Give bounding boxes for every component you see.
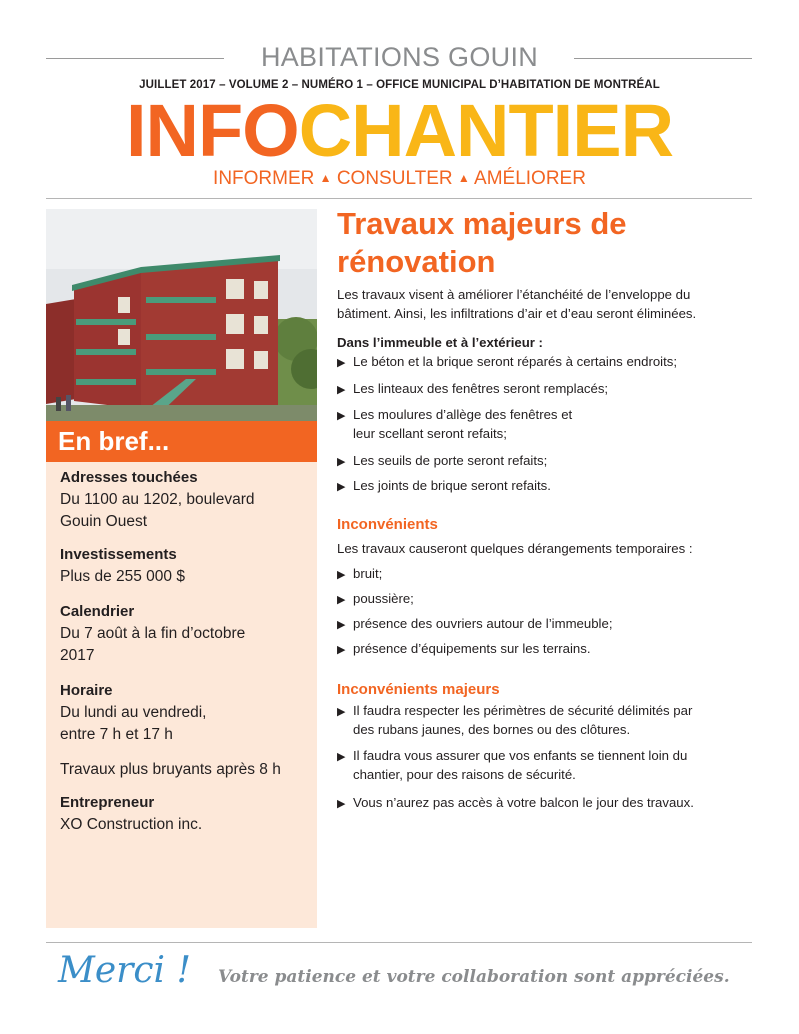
major-item: ▶ Il faudra vous assurer que vos enfants se tiennent loin du chantier, pour des raisons de sécurité.	[337, 748, 688, 782]
triangle-bullet-icon: ▶	[337, 357, 346, 369]
tagline-word: AMÉLIORER	[474, 168, 586, 189]
article-title	[337, 205, 777, 281]
scope-item: ▶ Les linteaux des fenêtres seront remplacés;	[337, 379, 608, 400]
inconvenient-item: ▶ présence d’équipements sur les terrains.	[337, 639, 591, 660]
schedule-note: Travaux plus bruyants après 8 h	[60, 761, 281, 778]
inconvenients-intro: Les travaux causeront quelques dérangements temporaires :	[337, 541, 693, 556]
triangle-bullet-icon: ▶	[337, 481, 346, 493]
newsletter-title: HABITATIONS GOUIN	[260, 42, 539, 72]
scope-heading: Dans l’immeuble et à l’extérieur :	[337, 335, 543, 350]
tagline-word: CONSULTER	[336, 168, 453, 189]
en-bref-title: En bref...	[58, 426, 170, 456]
scope-item: ▶ Les seuils de porte seront refaits;	[337, 451, 547, 472]
schedule-line: entre 7 h et 17 h	[60, 726, 173, 743]
triangle-bullet-icon: ▶	[337, 456, 346, 468]
header-bottom-rule	[46, 198, 752, 199]
thank-you-message: Votre patience et votre collaboration sont appréciées.	[218, 967, 730, 987]
triangle-icon: ▲	[319, 171, 332, 185]
triangle-bullet-icon: ▶	[337, 644, 346, 656]
inconvenient-item: ▶ présence des ouvriers autour de l’immeuble;	[337, 614, 613, 635]
major-item: ▶ Il faudra respecter les périmètres de sécurité délimités par des rubans jaunes, des bornes ou des clôtures.	[337, 703, 693, 737]
triangle-bullet-icon: ▶	[337, 569, 346, 581]
triangle-icon: ▲	[457, 171, 470, 185]
inconvenient-item: ▶ poussière;	[337, 589, 414, 610]
addresses-label: Adresses touchées	[60, 469, 198, 486]
triangle-bullet-icon: ▶	[337, 384, 346, 396]
calendar-label: Calendrier	[60, 603, 135, 620]
triangle-bullet-icon: ▶	[337, 619, 346, 631]
triangle-bullet-icon: ▶	[337, 594, 346, 606]
logo-chantier: CHANTIER	[298, 89, 674, 172]
major-inconvenients-heading: Inconvénients majeurs	[337, 681, 500, 698]
schedule-line: Du lundi au vendredi,	[60, 704, 207, 721]
article-title-line: rénovation	[337, 244, 496, 279]
infochantier-logo	[0, 89, 799, 172]
scope-item: ▶ Les moulures d’allège des fenêtres et leur scellant seront refaits;	[337, 407, 573, 441]
contractor-label: Entrepreneur	[60, 794, 155, 811]
article-title-line: Travaux majeurs de	[337, 206, 627, 241]
calendar-line: 2017	[60, 647, 95, 664]
schedule-label: Horaire	[60, 682, 113, 699]
triangle-bullet-icon: ▶	[337, 751, 346, 763]
logo-info: INFO	[125, 89, 299, 172]
intro-line: Les travaux visent à améliorer l’étanchéité de l’enveloppe du	[337, 287, 691, 302]
scope-item: ▶ Les joints de brique seront refaits.	[337, 476, 551, 497]
calendar-line: Du 7 août à la fin d’octobre	[60, 625, 246, 642]
triangle-bullet-icon: ▶	[337, 410, 346, 422]
issue-line: JUILLET 2017 – VOLUME 2 – NUMÉRO 1 – OFFICE MUNICIPAL D’HABITATION DE MONTRÉAL	[139, 79, 660, 91]
building-photo	[46, 209, 317, 421]
triangle-bullet-icon: ▶	[337, 798, 346, 810]
tagline-word: INFORMER	[213, 168, 315, 189]
addresses-line: Du 1100 au 1202, boulevard	[60, 491, 255, 508]
investment-label: Investissements	[60, 546, 177, 563]
inconvenients-heading: Inconvénients	[337, 516, 438, 533]
merci-script: Merci !	[58, 950, 191, 991]
addresses-line: Gouin Ouest	[60, 513, 148, 530]
scope-item: ▶ Le béton et la brique seront réparés à certains endroits;	[337, 352, 677, 373]
triangle-bullet-icon: ▶	[337, 706, 346, 718]
inconvenient-item: ▶ bruit;	[337, 564, 382, 585]
investment-value: Plus de 255 000 $	[60, 568, 185, 585]
contractor-value: XO Construction inc.	[60, 816, 203, 833]
intro-line: bâtiment. Ainsi, les infiltrations d’air et d’eau seront éliminées.	[337, 306, 697, 321]
footer-rule	[46, 942, 752, 943]
major-item: ▶ Vous n’aurez pas accès à votre balcon le jour des travaux.	[337, 793, 694, 814]
tagline	[0, 168, 799, 190]
